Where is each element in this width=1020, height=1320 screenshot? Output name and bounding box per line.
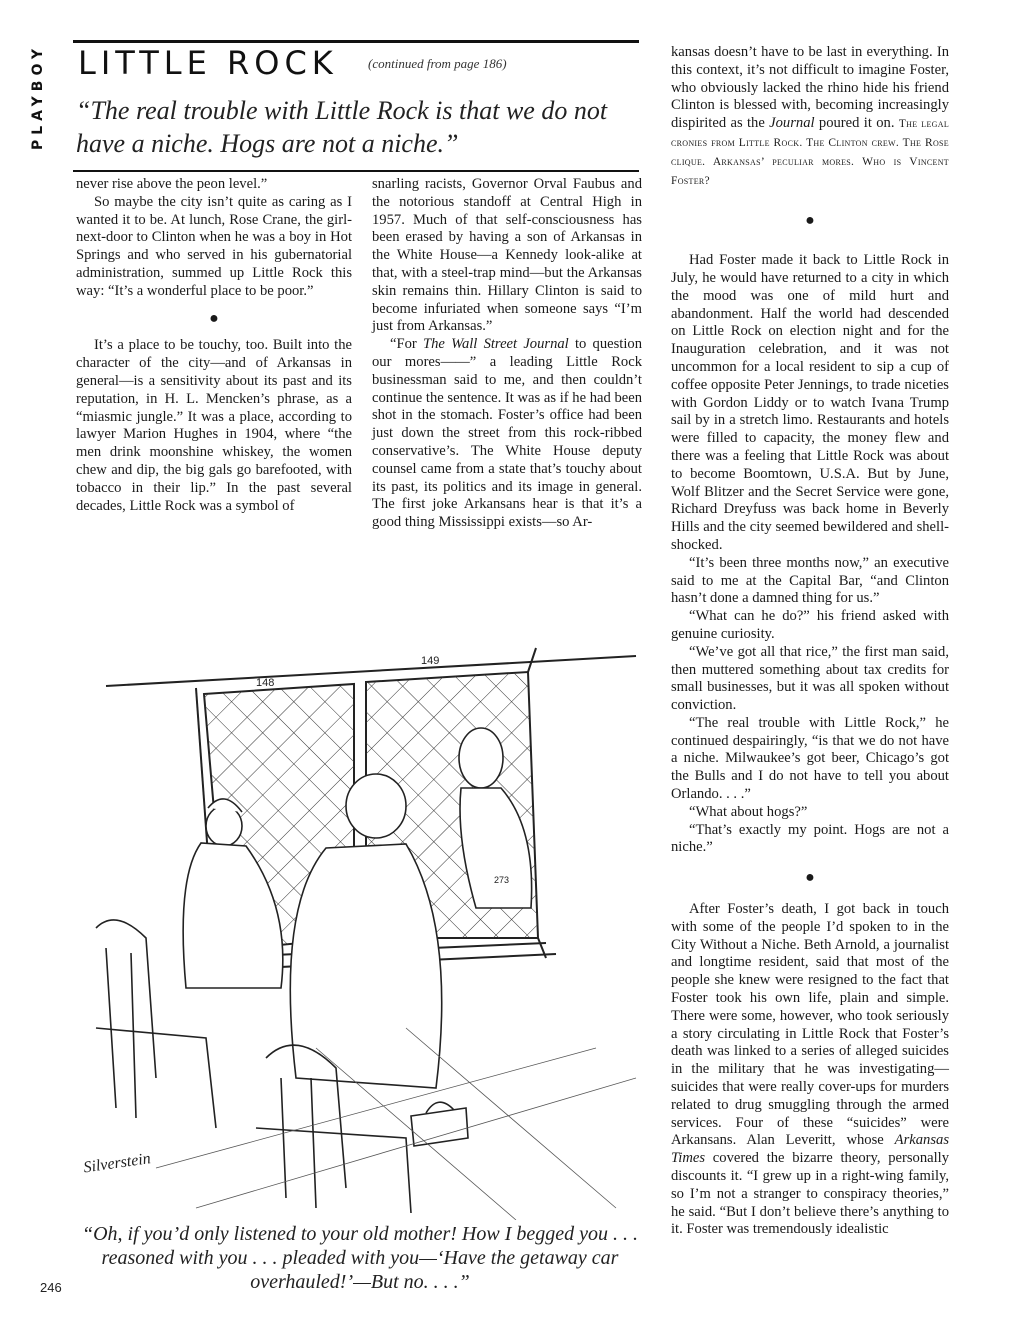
- paragraph: “The real trouble with Little Rock,” he continued despairingly, “is that we do not have a niche. Milwaukee’s got beer, Chicago’s got the Bulls and I do not have to tell you about Orlando. . . .”: [671, 714, 949, 803]
- paragraph: “For The Wall Street Journal to question our mores——” a leading Little Rock businessman said to me, and then couldn’t continue the sentence. It was as if he had been shot in the stomach. Foster’s office had been just down the street from this rock-ribbed conservative’s. The White House deputy counsel came from a state that’s touchy about its past, its politics and its image in general. The first joke Arkansans hear is that it’s a good thing Mississippi exists—so Ar-: [372, 336, 642, 531]
- column-3: [671, 44, 949, 1239]
- teller-badge: 273: [494, 875, 510, 885]
- publication-name: Journal: [769, 115, 815, 132]
- handbag: [411, 1102, 468, 1146]
- paragraph: So maybe the city isn’t quite as caring as I wanted it to be. At lunch, Rose Crane, the girl-next-door to Clinton when he was a boy in Hot Springs and who served in his gubernatorial administration, summed up Little Rock this way: “It’s a wonderful place to be poor.”: [76, 193, 352, 299]
- paragraph: “What can he do?” his friend asked with genuine curiosity.: [671, 608, 949, 642]
- window-number-left: 148: [256, 677, 275, 689]
- paragraph: snarling racists, Governor Orval Faubus and the notorious standoff at Central High in 1957. Much of that self-consciousness has been erased by having a son of Arkansas in the White House—a Kennedy look-alike at that, with a steel-trap mind—but the Arkansas skin remains thin. Hillary Clinton is said to become infuriated when someone says “I’m just from Arkansas.”: [372, 176, 642, 335]
- publication-name: Arkansas Times: [671, 1132, 949, 1167]
- section-break-dot: ●: [805, 212, 815, 230]
- magazine-name: PLAYBOY: [30, 44, 46, 151]
- paragraph: “We’ve got all that rice,” the first man said, then muttered something about tax credits for small businesses, but it was all spoken without conviction.: [671, 643, 949, 714]
- section-break-dot: ●: [805, 869, 815, 887]
- continued-note: (continued from page 186): [368, 56, 507, 71]
- artist-signature: Silverstein: [82, 1150, 152, 1177]
- paragraph: never rise above the peon level.”: [76, 176, 268, 192]
- paragraph: Had Foster made it back to Little Rock in July, he would have returned to a city in which the mood was one of mild hurt and abandonment. Half the world had descended on Little Rock on election night and for the Inauguration celebration, and it was not uncommon for a local resident to sip a cup of coffee opposite Peter Jennings, to trade niceties with Gordon Liddy or to watch Ivana Trump sail by in a stretch limo. Restaurants and hotels were filled to capacity, the money flew and there was a feeling that Little Rock was about to become Boomtown, U.S.A. But by June, Wolf Blitzer and the Secret Service were gone, Richard Dreyfuss was back home in Beverly Hills and the city seemed bewildered and shell-shocked.: [671, 252, 949, 553]
- column-2: [372, 176, 642, 532]
- column-1: [76, 176, 352, 515]
- headline-list: The legal cronies from Little Rock. The Clinton crew. The Rose clique. Arkansas’ peculiar mores. Who is Vincent Foster?: [671, 118, 950, 187]
- paragraph: “That’s exactly my point. Hogs are not a niche.”: [671, 821, 949, 856]
- paragraph: It’s a place to be touchy, too. Built into the character of the city—and of Arkansas in general—is a sensitivity about its past and its reputation, in H. L. Mencken’s phrase, as a “miasmic jungle.” It was a place, according to lawyer Marion Hughes in 1904, where “the men drink moonshine whiskey, the women chew and dip, the big gals go barefooted, with tobacco in their lip.” In the past several decades, Little Rock was a symbol of: [76, 337, 352, 514]
- section-title: LITTLE ROCK: [78, 44, 338, 82]
- paragraph: After Foster’s death, I got back in touch with some of the people I’d spoken to in the City Without a Niche. Beth Arnold, a journalist and longtime resident, said that most of the people she knew were resigned to the fact that Foster took his own life, plain and simple. There were some, however, who took seriously a story circulating in Little Rock that Foster’s death was linked to a series of alleged suicides in the military that he was investigating—suicides that were really cover-ups for murders related to drug smuggling through the armed services. Four of these “suicides” were Arkansans. Alan Leveritt, whose Arkansas Times covered the bizarre theory, personally discounts it. “I grew up in a right-wing family, so I’m not a stranger to conspiracy theories,” he said. “But I don’t believe there’s anything to it. Foster was tremendously idealistic: [671, 901, 949, 1238]
- page-number: 246: [40, 1280, 62, 1295]
- window-number-right: 149: [421, 655, 440, 667]
- paragraph: “It’s been three months now,” an executive said to me at the Capital Bar, “and Clinton hasn’t done a damned thing for us.”: [671, 554, 949, 607]
- header-rule: [73, 40, 639, 43]
- section-break-dot: ●: [209, 309, 219, 327]
- cartoon-caption: “Oh, if you’d only listened to your old mother! How I begged you . . . reasoned with you . . . pleaded with you—‘Have the getaway car overhauled!’—But no. . . .”: [81, 1223, 639, 1293]
- paragraph: “What about hogs?”: [689, 803, 808, 820]
- cartoon-illustration: [76, 608, 642, 1220]
- pull-quote: “The real trouble with Little Rock is that we do not have a niche. Hogs are not a niche.”: [76, 96, 608, 158]
- paragraph: kansas doesn’t have to be last in everything. In this context, it’s not difficult to imagine Foster, who obviously lacked the rhino hide his friend Clinton is blessed with, becoming increasingly dispirited as the Journal poured it on. The legal cronies from Little Rock. The Clinton crew. The Rose clique. Arkansas’ peculiar mores. Who is Vincent Foster?: [671, 44, 950, 187]
- publication-name: The Wall Street Journal: [423, 336, 569, 353]
- pull-quote-rule: [73, 170, 639, 172]
